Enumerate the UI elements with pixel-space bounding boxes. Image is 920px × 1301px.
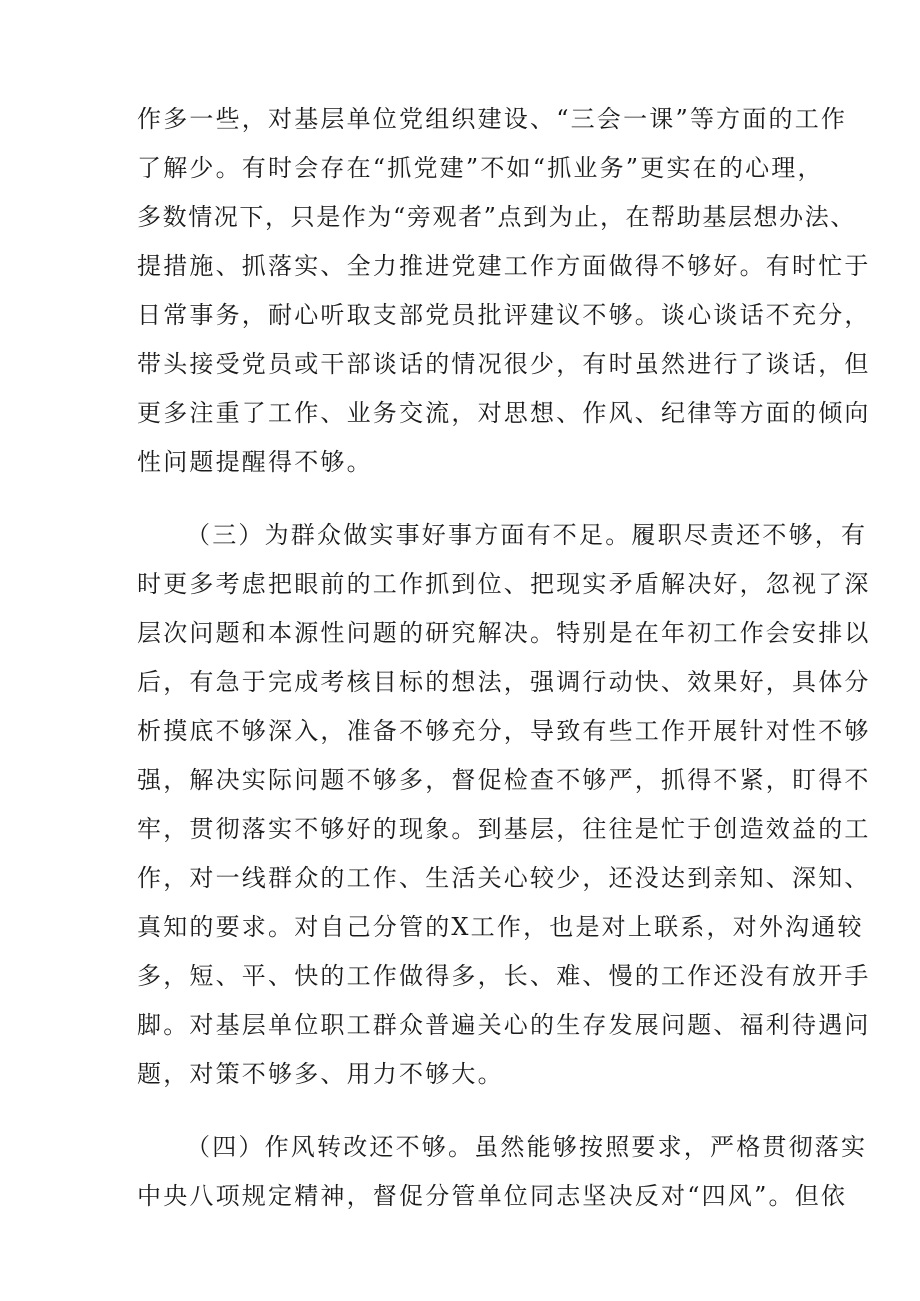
text-line: 作，对一线群众的工作、生活关心较少，还没达到亲知、深知、: [137, 864, 871, 892]
text-line: 多数情况下，只是作为“旁观者”点到为止，在帮助基层想办法、: [137, 203, 856, 231]
text-line: 日常事务，耐心听取支部党员批评建议不够。谈心谈话不充分，: [137, 301, 871, 329]
text-line: 时更多考虑把眼前的工作抓到位、把现实矛盾解决好，忽视了深: [137, 570, 871, 598]
text-line: 层次问题和本源性问题的研究解决。特别是在年初工作会安排以: [137, 619, 871, 647]
text-line: 作多一些，对基层单位党组织建设、“三会一课”等方面的工作: [137, 105, 848, 133]
text-line: 牢，贯彻落实不够好的现象。到基层，往往是忙于创造效益的工: [137, 815, 871, 843]
text-line: 更多注重了工作、业务交流，对思想、作风、纪律等方面的倾向: [137, 399, 871, 427]
text-line: 多，短、平、快的工作做得多，长、难、慢的工作还没有放开手: [137, 962, 871, 990]
text-line: 真知的要求。对自己分管的X工作，也是对上联系，对外沟通较: [137, 913, 864, 941]
text-line: 了解少。有时会存在“抓党建”不如“抓业务”更实在的心理，: [137, 154, 824, 182]
text-line: （四）作风转改还不够。虽然能够按照要求，严格贯彻落实: [186, 1133, 868, 1161]
text-line: 析摸底不够深入，准备不够充分，导致有些工作开展针对性不够: [137, 717, 871, 745]
text-line: 中央八项规定精神，督促分管单位同志坚决反对“四风”。但依: [137, 1182, 848, 1210]
text-line: 性问题提醒得不够。: [137, 448, 373, 476]
text-line: 提措施、抓落实、全力推进党建工作方面做得不够好。有时忙于: [137, 252, 871, 280]
text-line: 后，有急于完成考核目标的想法，强调行动快、效果好，具体分: [137, 668, 871, 696]
text-line: 脚。对基层单位职工群众普遍关心的生存发展问题、福利待遇问: [137, 1011, 871, 1039]
text-line: 强，解决实际问题不够多，督促检查不够严，抓得不紧，盯得不: [137, 766, 871, 794]
text-line: （三）为群众做实事好事方面有不足。履职尽责还不够，有: [186, 521, 868, 549]
text-line: 带头接受党员或干部谈话的情况很少，有时虽然进行了谈话，但: [137, 350, 871, 378]
text-line: 题，对策不够多、用力不够大。: [137, 1060, 504, 1088]
